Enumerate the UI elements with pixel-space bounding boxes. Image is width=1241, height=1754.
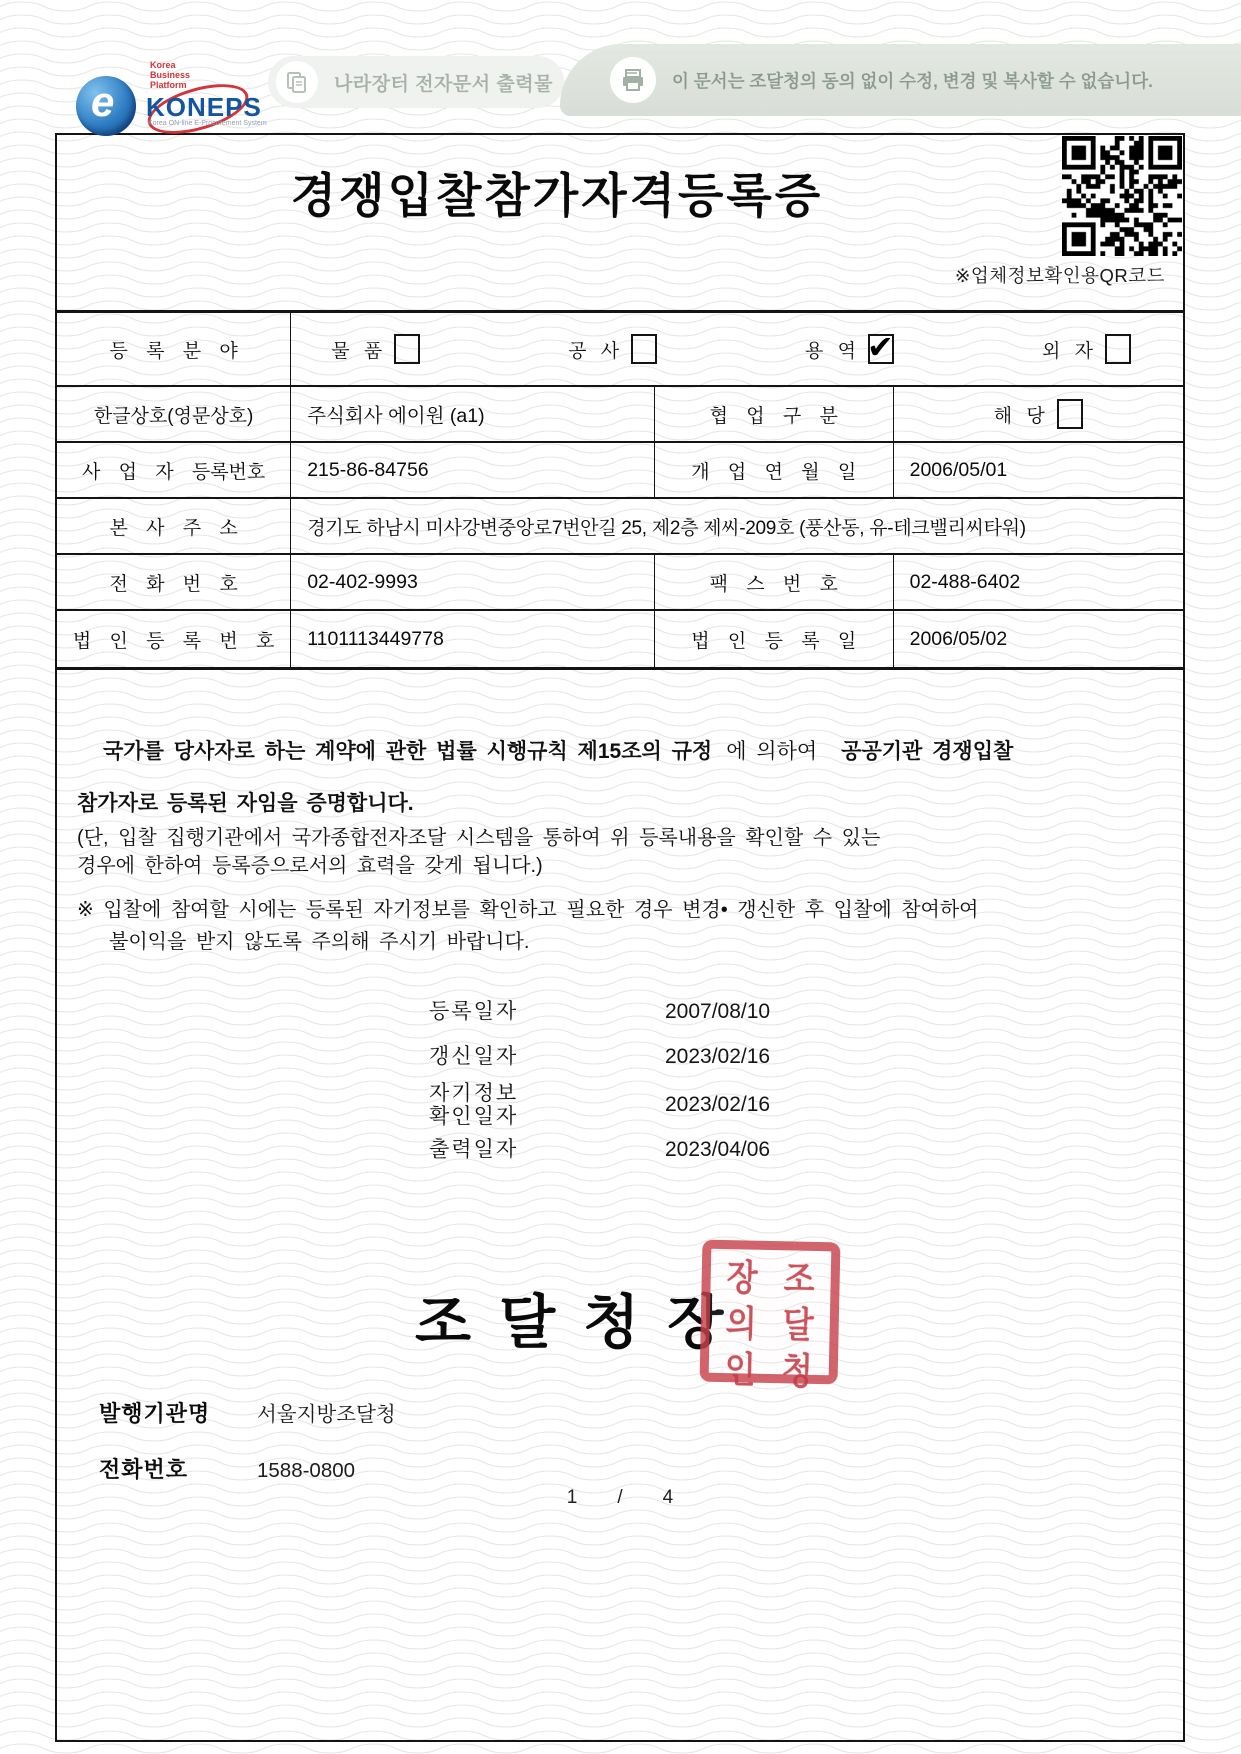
table-row-phone: 전 화 번 호 02-402-9993 팩 스 번 호 02-488-6402	[57, 555, 1183, 611]
registration-date-value: 2007/08/10	[665, 1000, 771, 1023]
caution-line-1: ※ 입찰에 참여할 시에는 등록된 자기정보를 확인하고 필요한 경우 변경• 갱신한 후 입찰에 참여하여	[77, 899, 979, 921]
issuing-org-row: 발행기관명 서울지방조달청	[99, 1397, 396, 1428]
logo-tagline: Korea Business Platform	[150, 60, 191, 90]
option-foreign: 외 자	[1042, 334, 1131, 364]
row-label: 등 록 분 야	[109, 340, 238, 362]
corporate-number-value: 1101113449778	[307, 627, 444, 650]
address-value: 경기도 하남시 미사강변중앙로7번안길 25, 제2층 제씨-209호 (풍산동, 유-테크밸리씨타워)	[307, 517, 1026, 539]
print-output-badge	[268, 56, 564, 108]
table-row-registration-field	[57, 313, 1183, 387]
registration-table	[57, 310, 1183, 670]
issuing-org-value: 서울지방조달청	[257, 1403, 396, 1426]
self-info-check-date-row: 자기정보 확인일자 2023/02/16	[429, 1082, 771, 1128]
table-row-business-number: 사 업 자 등록번호 215-86-84756 개 업 연 월 일 2006/05/01	[57, 443, 1183, 499]
service-checkbox	[868, 334, 894, 364]
koneps-logo	[62, 60, 267, 138]
option-service: 용 역 ✔	[805, 334, 894, 364]
phone-value: 02-402-9993	[307, 570, 418, 593]
print-badge-label: 나라장터 전자문서 출력물	[334, 73, 553, 95]
registration-date-row: 등록일자 2007/08/10	[429, 1000, 771, 1023]
construction-checkbox	[631, 334, 657, 364]
condition-line-2: 경우에 한하여 등록증으로서의 효력을 갖게 됩니다.)	[77, 855, 543, 877]
certification-statement: 참가자로 등록된 자임을 증명합니다.	[77, 792, 414, 815]
condition-line-1: (단, 입찰 집행기관에서 국가종합전자조달 시스템을 통하여 위 등록내용을 확인할 수 있는	[77, 827, 881, 849]
issuer-phone-value: 1588-0800	[257, 1459, 356, 1482]
renewal-date-value: 2023/02/16	[665, 1045, 771, 1068]
option-goods: 물 품	[331, 334, 420, 364]
qr-code	[1062, 136, 1182, 256]
renewal-date-row: 갱신일자 2023/02/16	[429, 1045, 771, 1068]
page-number: 1 / 4	[566, 1487, 674, 1508]
table-row-company: 한글상호(영문상호) 주식회사 에이원 (a1) 협 업 구 분 해 당	[57, 387, 1183, 443]
copy-restriction-badge	[560, 44, 1241, 116]
logo-subtitle: Korea ON-line E-Procurement System	[148, 120, 267, 127]
seal-stamp: 장 조 의 달 인 청	[700, 1240, 841, 1385]
certificate-title: 경쟁입찰참가자격등록증	[290, 169, 824, 222]
printer-icon	[620, 67, 646, 93]
corporate-reg-date-value: 2006/05/02	[909, 627, 1008, 650]
copy-icon	[286, 71, 308, 93]
print-date-row: 출력일자 2023/04/06	[429, 1138, 771, 1161]
print-date-value: 2023/04/06	[665, 1138, 771, 1161]
signer-title: 조 달 청 장	[415, 1290, 730, 1355]
certificate-frame	[55, 133, 1185, 1742]
cooperation-checkbox	[1057, 399, 1083, 429]
opening-date-value: 2006/05/01	[909, 458, 1008, 481]
foreign-checkbox	[1105, 334, 1131, 364]
goods-checkbox	[394, 334, 420, 364]
business-number-value: 215-86-84756	[307, 458, 429, 481]
table-row-corporate-number: 법 인 등 록 번 호 1101113449778 법 인 등 록 일 2006/05/02	[57, 611, 1183, 667]
qr-caption: ※업체정보확인용QR코드	[954, 265, 1165, 286]
logo-brand: KONEPS	[146, 92, 262, 122]
notice-badge-label: 이 문서는 조달청의 동의 없이 수정, 변경 및 복사할 수 없습니다.	[672, 70, 1153, 91]
option-construction: 공 사	[568, 334, 657, 364]
caution-line-2: 불이익을 받지 않도록 주의해 주시기 바랍니다.	[109, 931, 530, 953]
company-name-value: 주식회사 에이원 (a1)	[307, 405, 485, 427]
table-row-address: 본 사 주 소 경기도 하남시 미사강변중앙로7번안길 25, 제2층 제씨-209호 (풍산동, 유-테크밸리씨타워)	[57, 499, 1183, 555]
koneps-logo-circle-icon: e	[76, 76, 136, 136]
legal-clause-line: 국가를 당사자로 하는 계약에 관한 법률 시행규칙 제15조의 규정 에 의하여 공공기관 경쟁입찰	[103, 740, 1014, 763]
fax-value: 02-488-6402	[909, 570, 1021, 593]
page-header	[0, 0, 1241, 130]
issuer-phone-row: 전화번호 1588-0800	[99, 1457, 356, 1482]
cooperation-applicable: 해 당	[994, 399, 1083, 429]
self-info-check-date-value: 2023/02/16	[665, 1093, 771, 1116]
